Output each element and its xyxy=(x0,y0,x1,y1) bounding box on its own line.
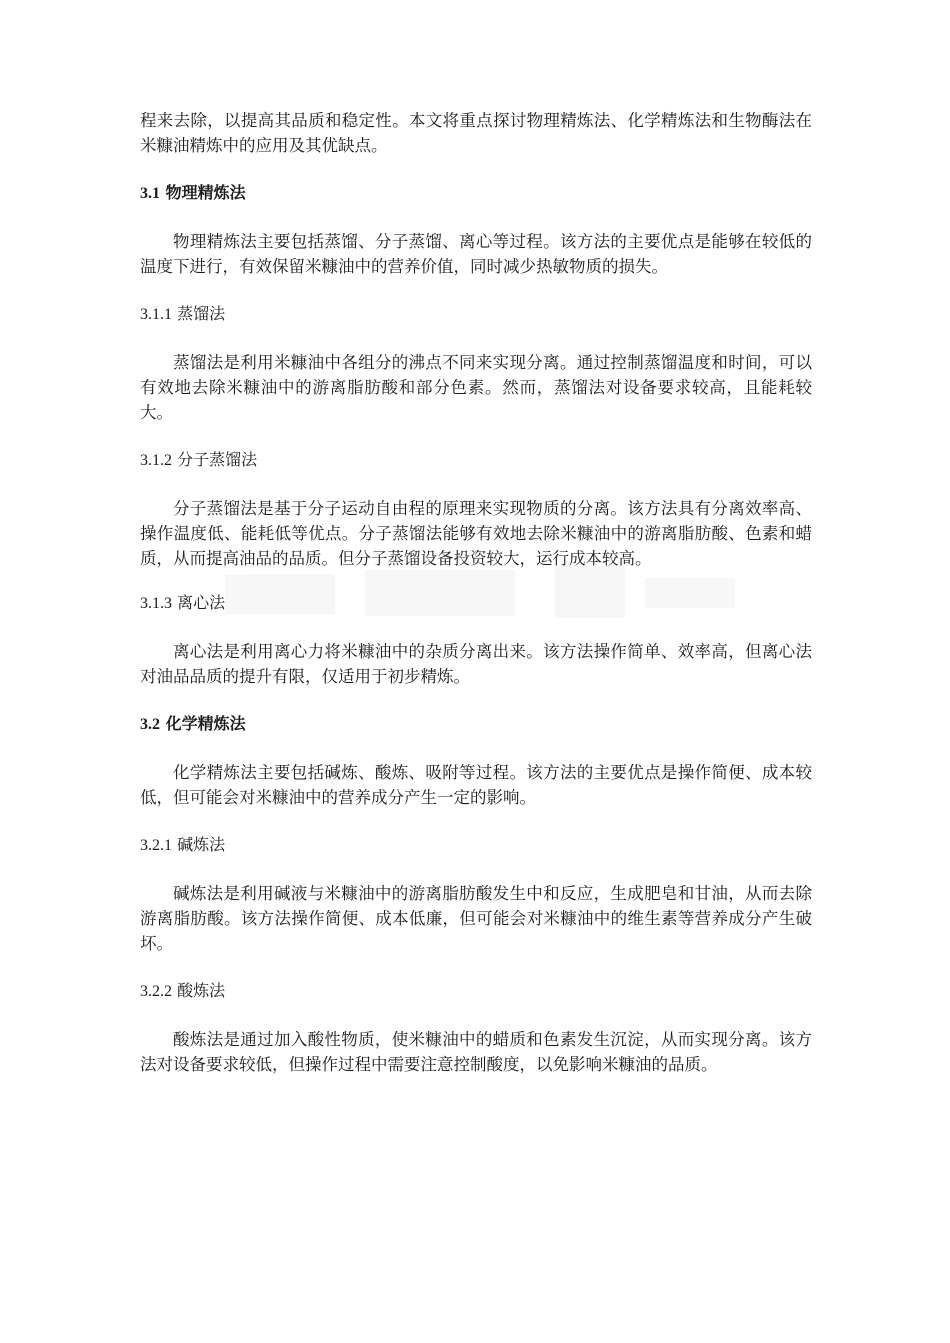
subsection-title: 分子蒸馏法 xyxy=(177,450,258,469)
subsection-title: 离心法 xyxy=(177,593,226,612)
section-paragraph: 化学精炼法主要包括碱炼、酸炼、吸附等过程。该方法的主要优点是操作简便、成本较低，但可能会对米糠油中的营养成分产生一定的影响。 xyxy=(140,763,812,807)
subsection-heading-3-1-3 xyxy=(140,591,812,616)
section-title: 化学精炼法 xyxy=(165,714,246,733)
subsection-number: 3.1.1 xyxy=(140,306,172,323)
subsection-title: 蒸馏法 xyxy=(177,304,226,323)
section-number: 3.1 xyxy=(140,185,160,202)
document-page xyxy=(140,108,812,1077)
subsection-number: 3.1.3 xyxy=(140,595,172,612)
subsection-title: 酸炼法 xyxy=(177,981,226,1000)
subsection-heading-3-2-2 xyxy=(140,979,812,1004)
subsection-paragraph: 碱炼法是利用碱液与米糠油中的游离脂肪酸发生中和反应，生成肥皂和甘油，从而去除游离脂肪酸。该方法操作简便、成本低廉，但可能会对米糠油中的维生素等营养成分产生破坏。 xyxy=(140,884,812,953)
subsection-paragraph: 蒸馏法是利用米糠油中各组分的沸点不同来实现分离。通过控制蒸馏温度和时间，可以有效地去除米糠油中的游离脂肪酸和部分色素。然而，蒸馏法对设备要求较高，且能耗较大。 xyxy=(140,353,812,422)
section-title: 物理精炼法 xyxy=(165,183,246,202)
section-heading-3-1 xyxy=(140,181,812,206)
subsection-number: 3.2.2 xyxy=(140,983,172,1000)
subsection-title: 碱炼法 xyxy=(177,835,226,854)
subsection-paragraph: 分子蒸馏法是基于分子运动自由程的原理来实现物质的分离。该方法具有分离效率高、操作温度低、能耗低等优点。分子蒸馏法能够有效地去除米糠油中的游离脂肪酸、色素和蜡质，从而提高油品的品质。但分子蒸馏设备投资较大，运行成本较高。 xyxy=(140,499,812,568)
subsection-heading-3-2-1 xyxy=(140,833,812,858)
intro-paragraph: 程来去除，以提高其品质和稳定性。本文将重点探讨物理精炼法、化学精炼法和生物酶法在米糠油精炼中的应用及其优缺点。 xyxy=(140,111,812,155)
subsection-number: 3.1.2 xyxy=(140,452,172,469)
subsection-number: 3.2.1 xyxy=(140,837,172,854)
section-paragraph: 物理精炼法主要包括蒸馏、分子蒸馏、离心等过程。该方法的主要优点是能够在较低的温度下进行，有效保留米糠油中的营养价值，同时减少热敏物质的损失。 xyxy=(140,232,812,276)
subsection-paragraph: 离心法是利用离心力将米糠油中的杂质分离出来。该方法操作简单、效率高，但离心法对油品品质的提升有限，仅适用于初步精炼。 xyxy=(140,642,812,686)
section-number: 3.2 xyxy=(140,716,160,733)
subsection-heading-3-1-2 xyxy=(140,448,812,473)
subsection-paragraph: 酸炼法是通过加入酸性物质，使米糠油中的蜡质和色素发生沉淀，从而实现分离。该方法对设备要求较低，但操作过程中需要注意控制酸度，以免影响米糠油的品质。 xyxy=(140,1030,812,1074)
section-heading-3-2 xyxy=(140,712,812,737)
subsection-heading-3-1-1 xyxy=(140,302,812,327)
